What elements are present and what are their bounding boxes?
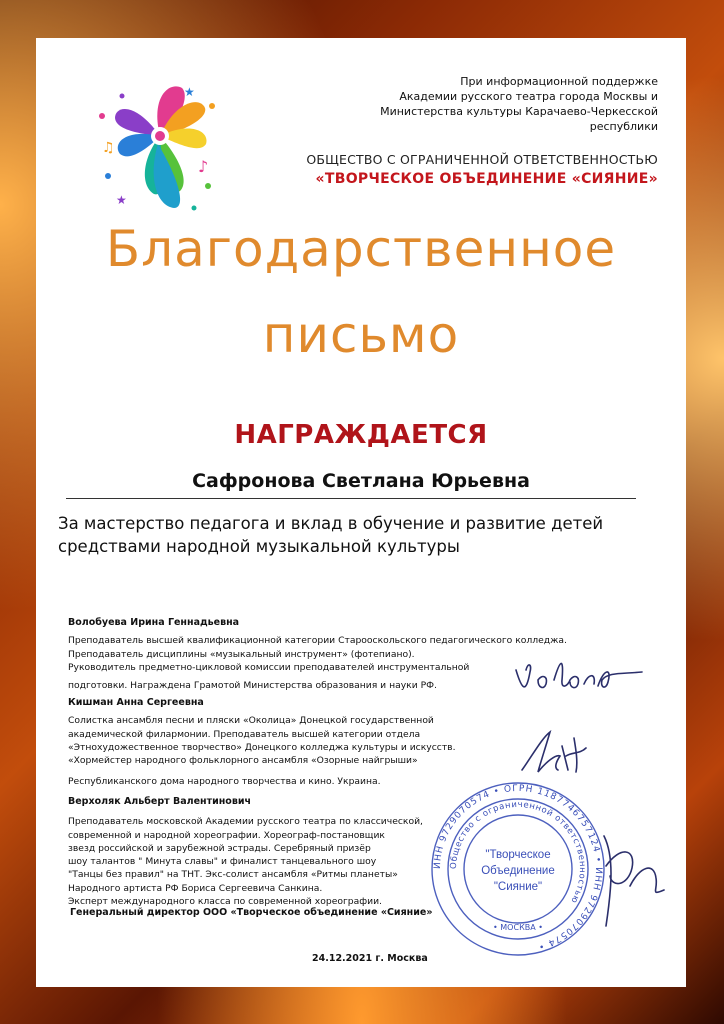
support-text xyxy=(328,74,658,134)
svg-text:★: ★ xyxy=(184,85,195,99)
issue-date: 24.12.2021 г. Москва xyxy=(312,953,428,964)
company-stamp xyxy=(429,780,607,958)
recipient-name: Сафронова Светлана Юрьевна xyxy=(192,470,530,492)
document-title-line1: Благодарственное xyxy=(105,220,617,278)
document-title-line2: письмо xyxy=(262,306,460,364)
signature-volobueva xyxy=(508,650,648,702)
jury-member-bio-line: «Хормейстер народного фольклорного ансамбля «Озорные найгрыши» xyxy=(68,755,418,767)
jury-member-bio-line: Республиканского дома народного творчества и кино. Украина. xyxy=(68,776,381,788)
stamp-inner-text: Общество с ограниченной ответственностью xyxy=(448,799,588,906)
support-line: При информационной поддержке xyxy=(460,75,658,88)
jury-member-bio-line: Народного артиста РФ Бориса Сергеевича Санкина. xyxy=(68,882,323,894)
reason-line: средствами народной музыкальной культуры xyxy=(58,537,460,556)
jury-member-bio-line: Руководитель предметно-цикловой комиссии преподавателей инструментальной xyxy=(68,661,470,673)
svg-text:♫: ♫ xyxy=(102,140,115,156)
jury-member-bio-line: Солистка ансамбля песни и пляски «Околица» Донецкой государственной xyxy=(68,715,434,727)
certificate-sheet xyxy=(36,38,686,987)
jury-member-bio-line: «Этнохудожественное творчество» Донецкого колледжа культуры и искусств. xyxy=(68,741,456,753)
jury-member-name: Волобуева Ирина Геннадьевна xyxy=(68,617,240,628)
jury-member xyxy=(68,696,518,789)
reason-line: За мастерство педагога и вклад в обучение и развитие детей xyxy=(58,514,604,533)
divider-line xyxy=(66,498,636,499)
stamp-center-line: "Творческое xyxy=(485,849,551,861)
organization-type: ОБЩЕСТВО С ОГРАНИЧЕННОЙ ОТВЕТСТВЕННОСТЬЮ xyxy=(306,152,658,167)
jury-member-bio-line: Преподаватель высшей квалификационной категории Старооскольского педагогического колледжа. xyxy=(68,635,567,647)
jury-member-name: Верхоляк Альберт Валентинович xyxy=(68,796,252,807)
jury-member-bio-line: шоу талантов " Минута славы" и финалист танцевального шоу xyxy=(68,856,377,868)
jury-member-bio-line: академической филармонии. Преподаватель высшей категории отдела xyxy=(68,728,421,740)
stamp-ring-text: ИНН 9729070574 • ОГРН 1187746757124 • ИНН 9729070574 • xyxy=(432,783,604,952)
support-line: Академии русского театра города Москвы и xyxy=(399,90,658,103)
stamp-center-line: "Сияние" xyxy=(493,881,543,893)
jury-member-bio-line: Преподаватель дисциплины «музыкальный инструмент» (фотепиано). xyxy=(68,648,415,660)
signature-director xyxy=(584,826,674,936)
organization-name: «ТВОРЧЕСКОЕ ОБЪЕДИНЕНИЕ «СИЯНИЕ» xyxy=(315,171,658,187)
jury-member-bio-line: "Танцы без правил" на ТНТ. Экс-солист ансамбля «Ритмы планеты» xyxy=(68,869,398,881)
awarded-label: НАГРАЖДАЕТСЯ xyxy=(234,420,488,450)
support-line: Министерства культуры Карачаево-Черкесской xyxy=(380,105,658,118)
support-line: республики xyxy=(589,120,658,133)
jury-member xyxy=(68,616,567,692)
svg-text:★: ★ xyxy=(116,193,127,207)
stamp-bottom-text: • МОСКВА • xyxy=(493,923,543,932)
jury-member-bio-line: звезд российской и зарубежной эстрады. Серебряный призёр xyxy=(68,842,371,854)
jury-member-bio-line: подготовки. Награждена Грамотой Министерства образования и науки РФ. xyxy=(68,680,437,692)
siyanie-logo xyxy=(88,76,228,218)
jury-member-bio-line: Преподаватель московской Академии русского театра по классической, xyxy=(68,816,423,828)
jury-member-bio-line: Эксперт международного класса по современной хореографии. xyxy=(68,896,382,908)
signature-kishman xyxy=(516,726,596,778)
stamp-center-line: Объединение xyxy=(481,865,555,877)
svg-text:♪: ♪ xyxy=(198,157,209,176)
director-title: Генеральный директор ООО «Творческое объединение «Сияние» xyxy=(70,907,433,918)
jury-member-name: Кишман Анна Сергеевна xyxy=(68,697,204,708)
award-reason xyxy=(58,512,668,558)
jury-member-bio-line: современной и народной хореографии. Хореограф-постановщик xyxy=(68,829,385,841)
